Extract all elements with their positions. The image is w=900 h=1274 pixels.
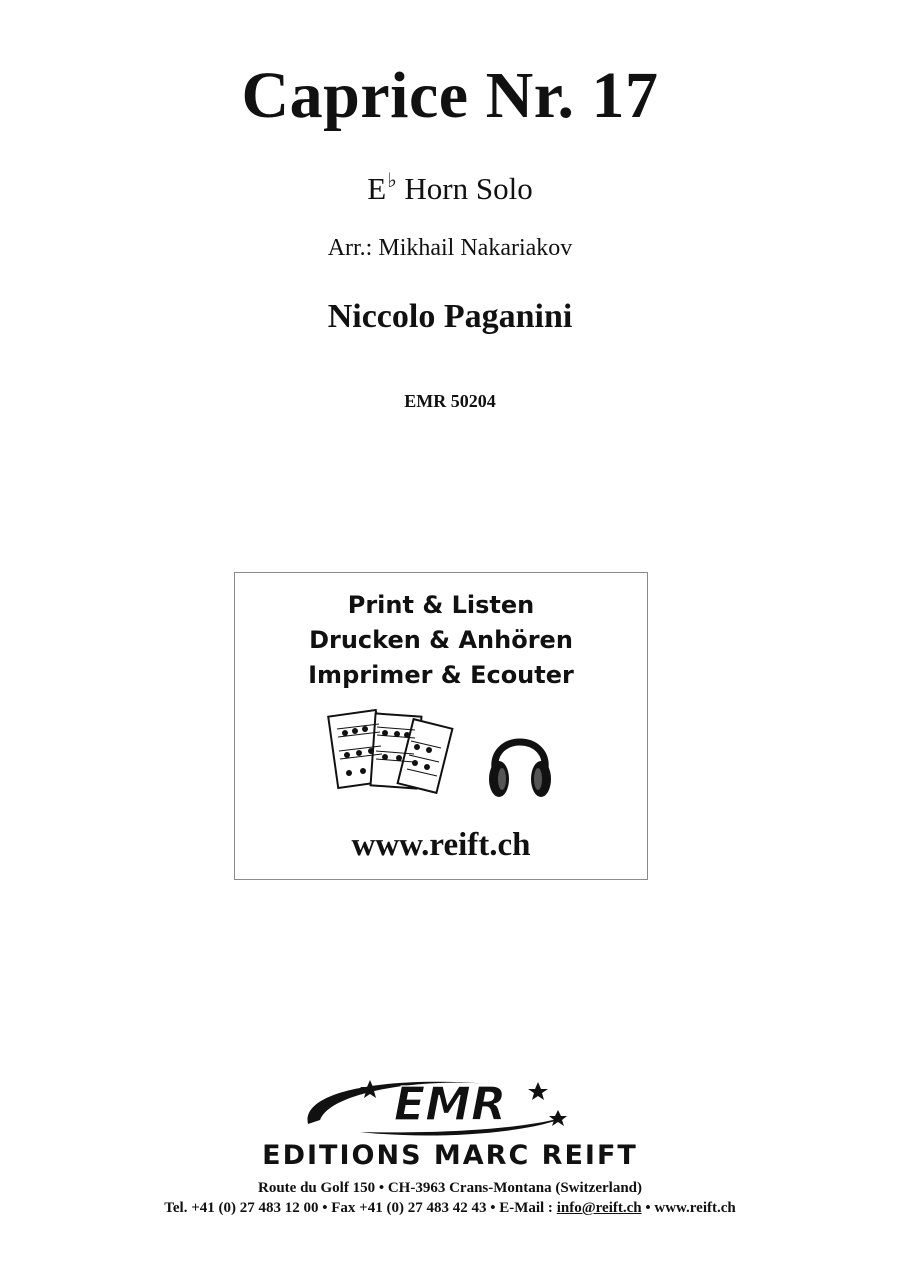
catalog-number: EMR 50204 <box>404 391 496 411</box>
print-listen-box <box>234 572 648 880</box>
composer-name: Niccolo Paganini <box>327 298 573 335</box>
email-link[interactable]: info@reift.ch <box>556 1200 642 1216</box>
publisher-name: EDITIONS MARC REIFT <box>262 1140 638 1171</box>
flat-sign: ♭ <box>387 170 397 192</box>
page-title: Caprice Nr. 17 <box>241 59 659 132</box>
instrument-subtitle <box>0 168 900 207</box>
subtitle-rest: Horn Solo <box>396 171 533 206</box>
promo-line-french: Imprimer & Ecouter <box>308 661 574 689</box>
promo-line-german: Drucken & Anhören <box>309 626 573 654</box>
svg-text:EMR: EMR <box>393 1077 507 1131</box>
contact-website[interactable]: • www.reift.ch <box>641 1200 736 1216</box>
subtitle-key: E <box>367 171 387 206</box>
emr-logo <box>300 1070 600 1140</box>
contact-phone-fax: Tel. +41 (0) 27 483 12 00 • Fax +41 (0) 27 483 42 43 • E-Mail : <box>164 1200 557 1216</box>
sheet-music-icon <box>327 707 457 802</box>
promo-website[interactable]: www.reift.ch <box>351 827 531 863</box>
headphones-icon <box>485 723 555 803</box>
promo-line-english: Print & Listen <box>347 591 535 619</box>
publisher-contact <box>0 1200 900 1217</box>
publisher-address: Route du Golf 150 • CH-3963 Crans-Montana (Switzerland) <box>258 1180 642 1196</box>
arranger-credit: Arr.: Mikhail Nakariakov <box>327 235 573 261</box>
